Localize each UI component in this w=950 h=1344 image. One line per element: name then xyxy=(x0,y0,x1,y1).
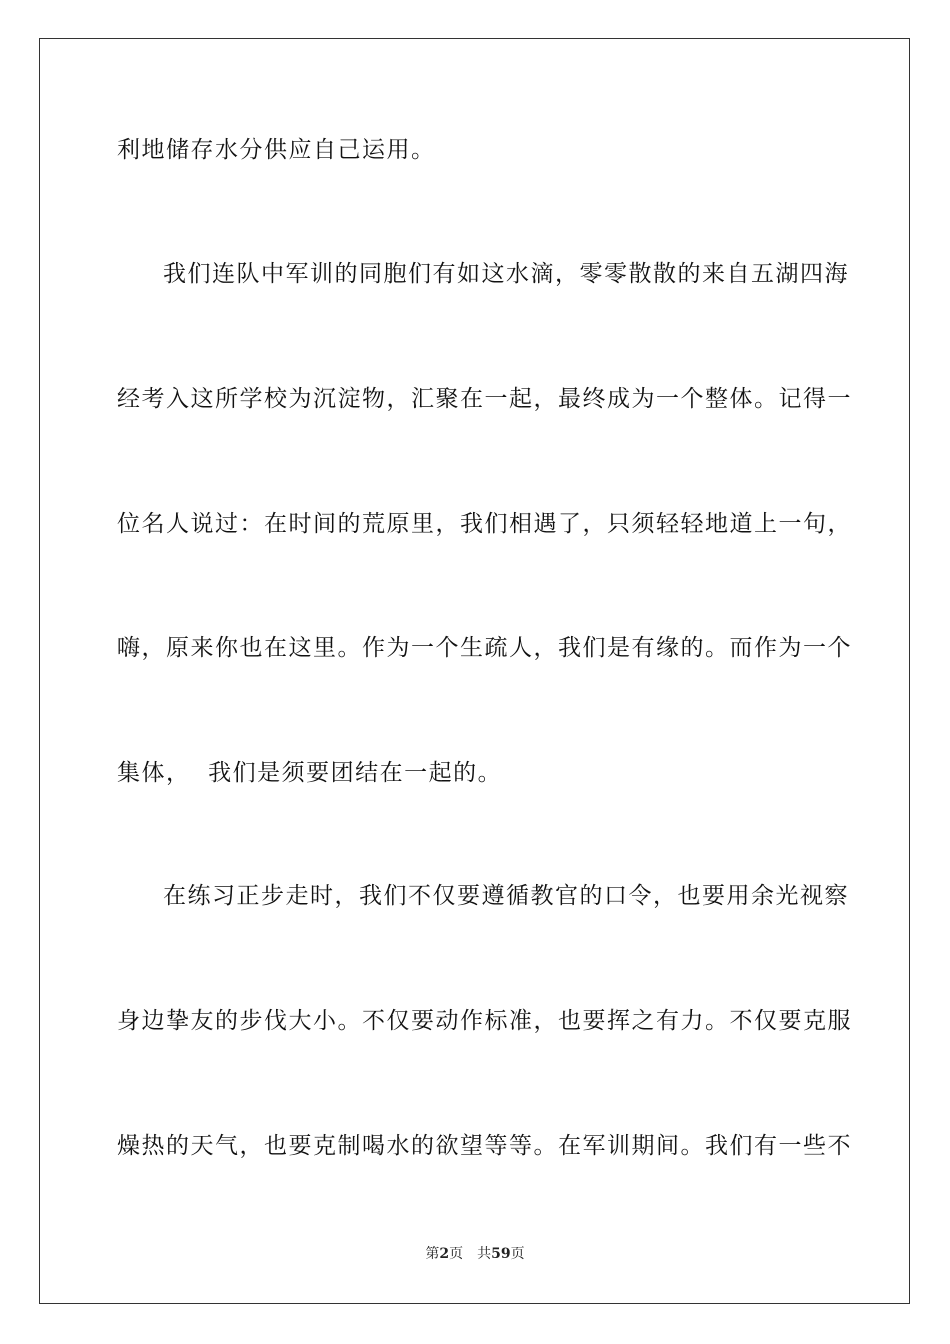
footer-total-prefix: 共 xyxy=(477,1246,492,1262)
page-footer xyxy=(0,1244,950,1264)
body-line-1: 利地储存水分供应自己运用。 xyxy=(117,137,436,163)
body-line-7: 在练习正步走时，我们不仅要遵循教官的口令，也要用余光视察 xyxy=(163,883,849,909)
body-line-9: 燥热的天气，也要克制喝水的欲望等等。在军训期间。我们有一些不 xyxy=(117,1133,852,1159)
body-line-6: 集体， 我们是须要团结在一起的。 xyxy=(117,760,503,786)
footer-total-suffix: 页 xyxy=(510,1246,525,1262)
footer-page-suffix: 页 xyxy=(449,1246,464,1262)
body-line-5: 嗨，原来你也在这里。作为一个生疏人，我们是有缘的。而作为一个 xyxy=(117,635,852,661)
body-line-4: 位名人说过：在时间的荒原里，我们相遇了，只须轻轻地道上一句， xyxy=(117,511,852,537)
footer-page-number: 2 xyxy=(439,1246,450,1262)
body-line-2: 我们连队中军训的同胞们有如这水滴，零零散散的来自五湖四海 xyxy=(163,261,849,287)
body-line-3: 经考入这所学校为沉淀物，汇聚在一起，最终成为一个整体。记得一 xyxy=(117,386,852,412)
body-line-8: 身边挚友的步伐大小。不仅要动作标准，也要挥之有力。不仅要克服 xyxy=(117,1008,852,1034)
footer-total-pages: 59 xyxy=(491,1246,511,1262)
page-border xyxy=(39,38,910,1304)
footer-page-prefix: 第 xyxy=(425,1246,440,1262)
